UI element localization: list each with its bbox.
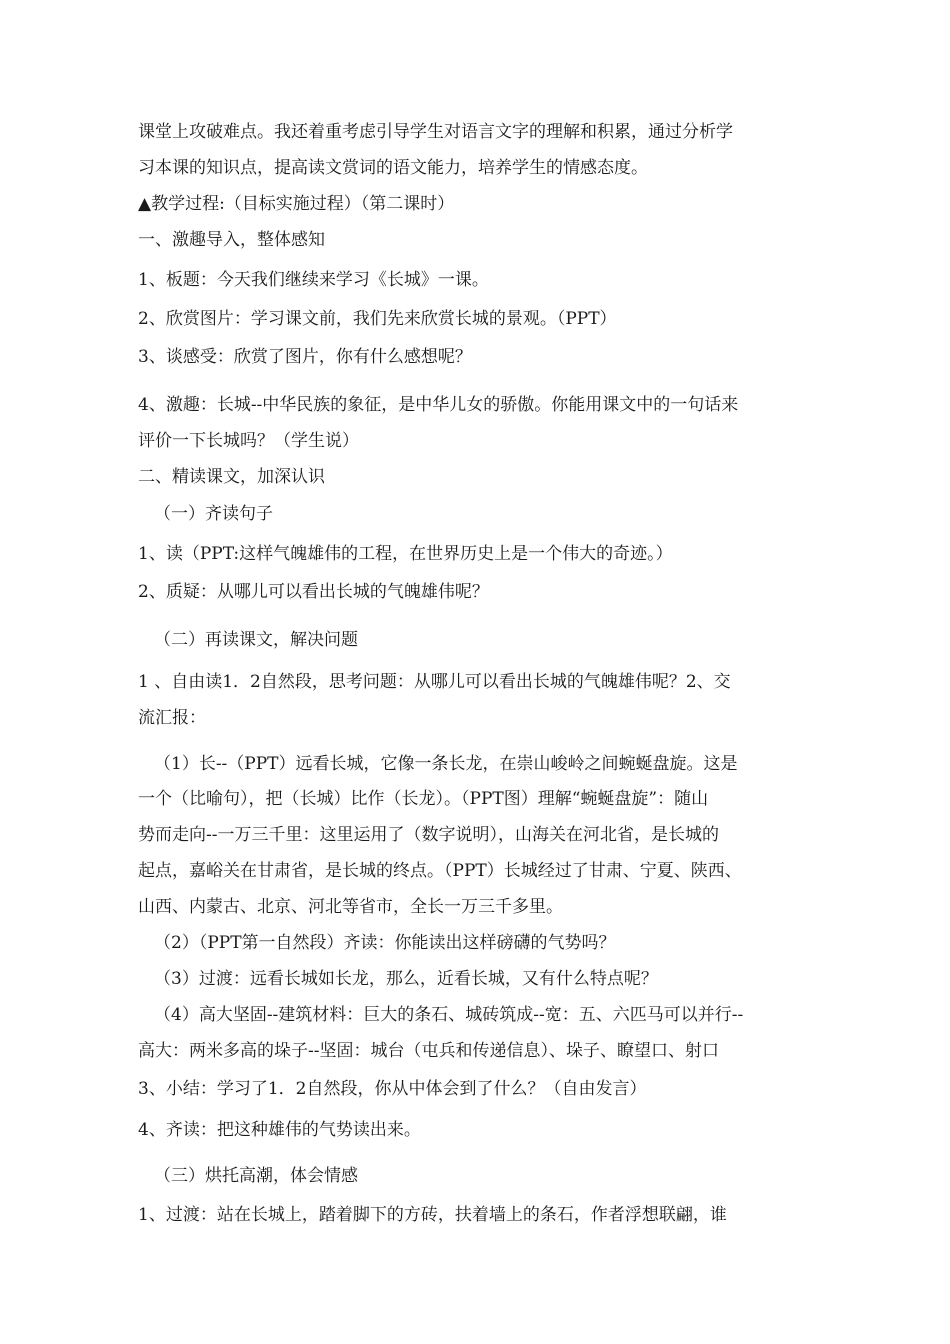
section-heading: 二、精读课文，加深认识 — [138, 467, 325, 487]
text-line: ▲教学过程:（目标实施过程）（第二课时） — [138, 194, 455, 214]
text-line: 评价一下长城吗？（学生说） — [138, 431, 359, 451]
text-line: 1、板题：今天我们继续来学习《长城》一课。 — [138, 270, 489, 290]
text-line: （2）（PPT第一自然段）齐读：你能读出这样磅礴的气势吗？ — [154, 933, 616, 953]
text-line: 习本课的知识点，提高读文赏词的语文能力，培养学生的情感态度。 — [138, 158, 648, 178]
section-heading: 一、激趣导入，整体感知 — [138, 230, 325, 250]
text-line: （4）高大坚固--建筑材料：巨大的条石、城砖筑成--宽：五、六匹马可以并行-- — [154, 1005, 744, 1025]
text-line: 起点，嘉峪关在甘肃省，是长城的终点。（PPT）长城经过了甘肃、宁夏、陕西、 — [138, 861, 742, 881]
text-line: 4、齐读：把这种雄伟的气势读出来。 — [138, 1120, 421, 1140]
text-line: 高大：两米多高的垛子--坚固：城台（屯兵和传递信息）、垛子、瞭望口、射口 — [138, 1041, 719, 1061]
text-line: 2、欣赏图片：学习课文前，我们先来欣赏长城的景观。（PPT） — [138, 309, 617, 329]
text-line: （1）长--（PPT）远看长城，它像一条长龙，在崇山峻岭之间蜿蜒盘旋。这是 — [154, 754, 738, 774]
text-line: 1、读（PPT:这样气魄雄伟的工程，在世界历史上是一个伟大的奇迹。） — [138, 544, 673, 564]
text-line: （3）过渡：远看长城如长龙，那么，近看长城，又有什么特点呢？ — [154, 969, 658, 989]
text-line: 3、小结：学习了1．2自然段，你从中体会到了什么？（自由发言） — [138, 1079, 647, 1099]
text-line: 势而走向--一万三千里：这里运用了（数字说明），山海关在河北省，是长城的 — [138, 825, 719, 845]
text-line: 一个（比喻句），把（长城）比作（长龙）。（PPT图）理解“蜿蜒盘旋”：随山 — [138, 789, 709, 809]
text-line: 2、质疑：从哪儿可以看出长城的气魄雄伟呢？ — [138, 582, 489, 602]
subsection-heading: （三）烘托高潮，体会情感 — [154, 1166, 358, 1186]
text-line: 1 、自由读1．2自然段，思考问题：从哪儿可以看出长城的气魄雄伟呢？2、交 — [138, 672, 731, 692]
text-line: 课堂上攻破难点。我还着重考虑引导学生对语言文字的理解和积累，通过分析学 — [138, 122, 733, 142]
text-line: 3、谈感受：欣赏了图片，你有什么感想呢？ — [138, 347, 472, 367]
text-line: 4、激趣：长城--中华民族的象征，是中华儿女的骄傲。你能用课文中的一句话来 — [138, 395, 739, 415]
text-line: 山西、内蒙古、北京、河北等省市，全长一万三千多里。 — [138, 897, 563, 917]
text-line: 1、过渡：站在长城上，踏着脚下的方砖，扶着墙上的条石，作者浮想联翩，谁 — [138, 1205, 727, 1225]
text-line: 流汇报： — [138, 708, 206, 728]
subsection-heading: （一）齐读句子 — [154, 504, 273, 524]
subsection-heading: （二）再读课文，解决问题 — [154, 630, 358, 650]
